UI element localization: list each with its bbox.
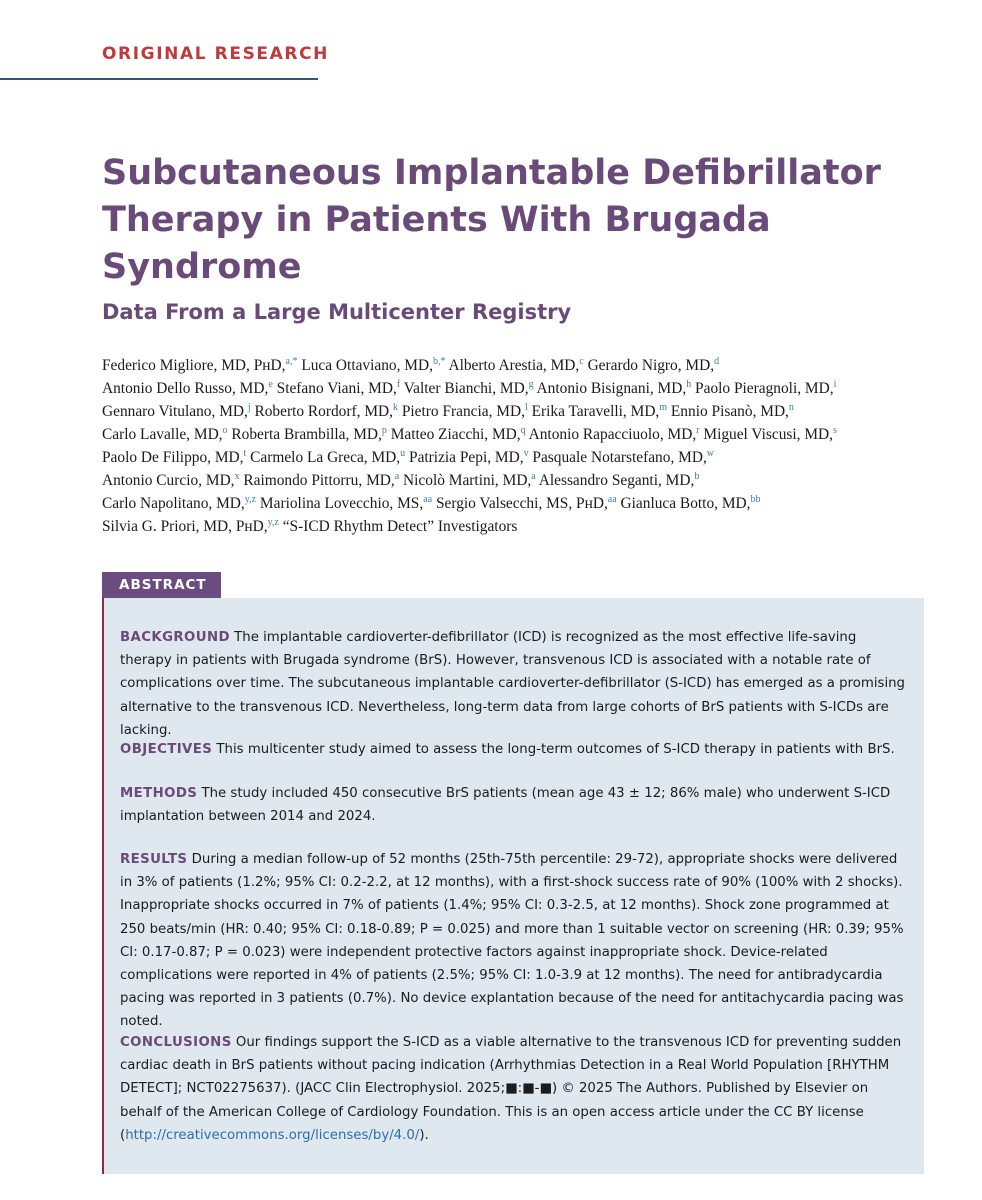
author-name: Stefano Viani, MD, — [272, 380, 397, 397]
methods-label: METHODS — [120, 786, 198, 801]
conclusions-text: Our findings support the S-ICD as a viable alternative to the transvenous ICD for preventing sudden cardiac death in BrS patients without pacing indication (Arrhythmias Detection in a Real World Population [RHYTHM DETECT]; NCT02275637). (JACC Clin Electrophysiol. 2025;■:■-■) © 2025 The Authors. Published by Elsevier on behalf of the American College of Cardiology Foundation. This is an open access article under the CC BY license ( — [120, 1035, 902, 1143]
background-text: The implantable cardioverter-defibrillator (ICD) is recognized as the most effective life-saving therapy in patients with Brugada syndrome (BrS). However, transvenous ICD is associated with a notable rate of complications over time. The subcutaneous implantable cardioverter-defibrillator (S-ICD) has emerged as a promising alternative to the transvenous ICD. Nevertheless, long-term data from large cohorts of BrS patients with S-ICDs are lacking. — [120, 630, 906, 738]
author-line — [102, 446, 942, 469]
author-affiliation-marker[interactable]: u — [400, 447, 406, 459]
author-name: Gennaro Vitulano, MD, — [102, 403, 248, 420]
author-name: Miguel Viscusi, MD, — [699, 426, 833, 443]
author-line — [102, 400, 942, 423]
author-affiliation-marker[interactable]: h — [686, 378, 692, 390]
author-affiliation-marker[interactable]: s — [833, 424, 837, 436]
author-affiliation-marker[interactable]: aa — [423, 493, 433, 505]
author-name: Carmelo La Greca, MD, — [246, 449, 401, 466]
author-name: Carlo Napolitano, MD, — [102, 495, 245, 512]
author-name: Luca Ottaviano, MD, — [297, 357, 433, 374]
author-affiliation-marker[interactable]: f — [396, 378, 401, 390]
author-affiliation-marker[interactable]: a,* — [285, 355, 298, 367]
objectives-label: OBJECTIVES — [120, 742, 213, 757]
results-label: RESULTS — [120, 852, 188, 867]
author-name: Silvia G. Priori, MD, PʜD, — [102, 518, 268, 535]
author-affiliation-marker[interactable]: a — [531, 470, 536, 482]
author-affiliation-marker[interactable]: b,* — [432, 355, 446, 367]
author-affiliation-marker[interactable]: c — [579, 355, 584, 367]
author-name: Nicolò Martini, MD, — [399, 472, 532, 489]
abstract-conclusions — [120, 1031, 906, 1147]
author-affiliation-marker[interactable]: e — [268, 378, 273, 390]
section-label: ORIGINAL RESEARCH — [102, 44, 329, 64]
article-subtitle: Data From a Large Multicenter Registry — [102, 300, 572, 324]
author-name: Alberto Arestia, MD, — [445, 357, 580, 374]
author-name: Valter Bianchi, MD, — [400, 380, 529, 397]
author-affiliation-marker[interactable]: b — [694, 470, 700, 482]
author-affiliation-marker[interactable]: d — [714, 355, 720, 367]
author-name: Gianluca Botto, MD, — [616, 495, 751, 512]
author-affiliation-marker[interactable]: m — [659, 401, 668, 413]
author-line — [102, 492, 942, 515]
author-name: Roberto Rordorf, MD, — [250, 403, 393, 420]
author-line — [102, 469, 942, 492]
author-name: Matteo Ziacchi, MD, — [386, 426, 521, 443]
author-name: Pietro Francia, MD, — [397, 403, 525, 420]
author-affiliation-marker[interactable]: v — [523, 447, 529, 459]
author-affiliation-marker[interactable]: g — [528, 378, 534, 390]
author-name: Patrizia Pepi, MD, — [405, 449, 524, 466]
author-name: “S-ICD Rhythm Detect” Investigators — [278, 518, 518, 535]
abstract-tab: ABSTRACT — [102, 572, 221, 598]
article-title: Subcutaneous Implantable Defibrillator Therapy in Patients With Brugada Syndrome — [102, 153, 881, 287]
abstract-objectives — [120, 738, 906, 761]
author-affiliation-marker[interactable]: n — [788, 401, 794, 413]
author-affiliation-marker[interactable]: bb — [750, 493, 761, 505]
author-affiliation-marker[interactable]: y,z — [244, 493, 257, 505]
author-affiliation-marker[interactable]: j — [247, 401, 251, 413]
author-affiliation-marker[interactable]: i — [833, 378, 837, 390]
author-affiliation-marker[interactable]: t — [243, 447, 247, 459]
author-name: Raimondo Pittorru, MD, — [239, 472, 395, 489]
author-affiliation-marker[interactable]: r — [696, 424, 700, 436]
author-name: Antonio Rapacciuolo, MD, — [525, 426, 697, 443]
section-divider — [0, 78, 318, 80]
background-label: BACKGROUND — [120, 630, 230, 645]
author-affiliation-marker[interactable]: aa — [607, 493, 617, 505]
author-name: Federico Migliore, MD, PʜD, — [102, 357, 286, 374]
author-affiliation-marker[interactable]: x — [234, 470, 240, 482]
abstract-results — [120, 848, 906, 1034]
author-name: Antonio Curcio, MD, — [102, 472, 235, 489]
author-name: Roberta Brambilla, MD, — [227, 426, 382, 443]
author-line — [102, 515, 942, 538]
author-name: Paolo Pieragnoli, MD, — [691, 380, 834, 397]
author-affiliation-marker[interactable]: y,z — [267, 516, 279, 528]
author-line — [102, 377, 942, 400]
conclusions-tail: ). — [419, 1127, 429, 1143]
abstract-background — [120, 626, 906, 742]
author-affiliation-marker[interactable]: w — [706, 447, 715, 459]
methods-text: The study included 450 consecutive BrS patients (mean age 43 ± 12; 86% male) who underwent S-ICD implantation between 2014 and 2024. — [120, 786, 891, 825]
author-name: Carlo Lavalle, MD, — [102, 426, 223, 443]
author-affiliation-marker[interactable]: o — [222, 424, 228, 436]
author-line — [102, 354, 942, 377]
author-affiliation-marker[interactable]: q — [520, 424, 526, 436]
author-affiliation-marker[interactable]: k — [392, 401, 398, 413]
author-name: Paolo De Filippo, MD, — [102, 449, 244, 466]
author-list — [102, 354, 942, 538]
author-name: Alessandro Seganti, MD, — [535, 472, 695, 489]
abstract-methods — [120, 782, 906, 828]
author-name: Gerardo Nigro, MD, — [583, 357, 715, 374]
results-text: During a median follow-up of 52 months (25th-75th percentile: 29-72), appropriate shocks were delivered in 3% of patients (1.2%; 95% CI: 0.2-2.2, at 12 months), with a first-shock success rate of 90% (100% with 2 shocks). Inappropriate shocks occurred in 7% of patients (1.4%; 95% CI: 0.3-2.5, at 12 months). Shock zone programmed at 250 beats/min (HR: 0.40; 95% CI: 0.18-0.89; P = 0.025) and more than 1 suitable vector on screening (HR: 0.39; 95% CI: 0.17-0.87; P = 0.023) were independent protective factors against inappropriate shock. Device-related complications were reported in 4% of patients (2.5%; 95% CI: 1.0-3.9 at 12 months). The need for antibradycardia pacing was reported in 3 patients (0.7%). No device explantation because of the need for antitachycardia pacing was noted. — [120, 852, 904, 1030]
author-name: Mariolina Lovecchio, MS, — [256, 495, 424, 512]
author-affiliation-marker[interactable]: a — [394, 470, 400, 482]
author-affiliation-marker[interactable]: l — [524, 401, 528, 413]
license-link[interactable]: http://creativecommons.org/licenses/by/4.0/ — [125, 1127, 420, 1143]
conclusions-label: CONCLUSIONS — [120, 1035, 232, 1050]
author-line — [102, 423, 942, 446]
objectives-text: This multicenter study aimed to assess the long-term outcomes of S-ICD therapy in patients with BrS. — [212, 742, 895, 757]
author-affiliation-marker[interactable]: p — [381, 424, 387, 436]
author-name: Ennio Pisanò, MD, — [667, 403, 789, 420]
abstract-box — [102, 598, 924, 1174]
author-name: Antonio Dello Russo, MD, — [102, 380, 269, 397]
author-name: Antonio Bisignani, MD, — [533, 380, 687, 397]
author-name: Erika Taravelli, MD, — [527, 403, 660, 420]
author-name: Pasquale Notarstefano, MD, — [528, 449, 707, 466]
author-name: Sergio Valsecchi, MS, PʜD, — [432, 495, 608, 512]
